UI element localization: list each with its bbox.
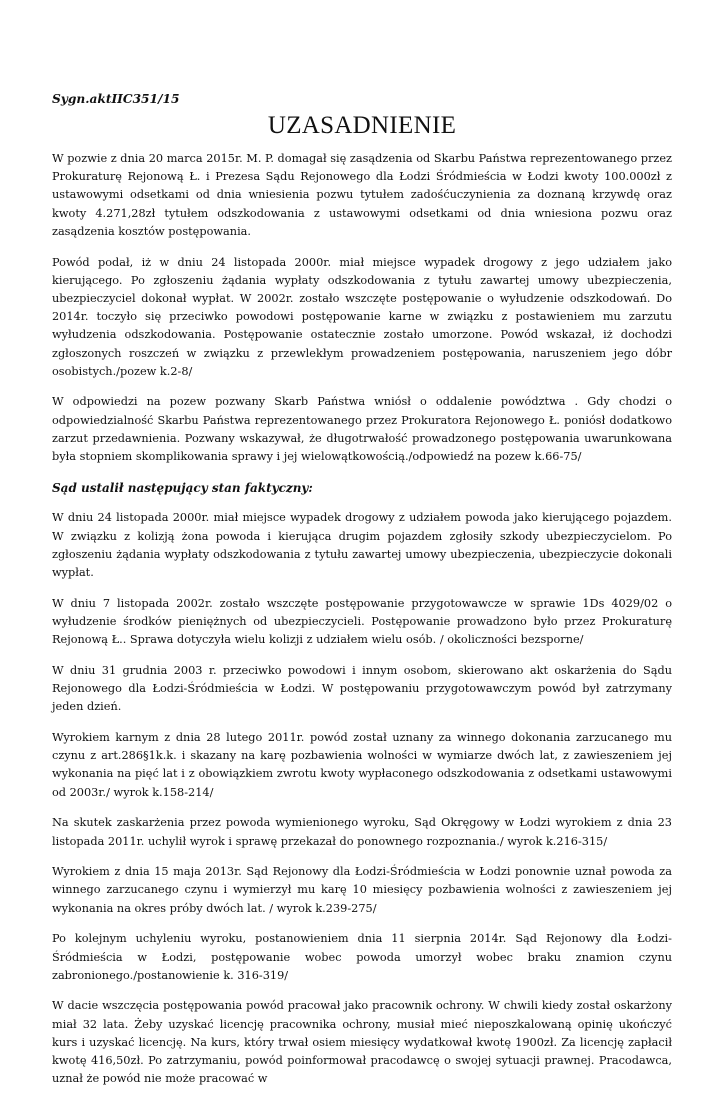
fact-paragraph: W dacie wszczęcia postępowania powód pracował jako pracownik ochrony. W chwili kiedy został oskarżony miał 32 lata. Żeby uzyskać licencję pracownika ochrony, musiał mieć nieposzkalowaną opinię ukończyć kurs i uzyskać licencję. Na kurs, który trwał osiem miesięcy wydatkował kwotę 1900zł. Za licencję zapłacił kwotę 416,50zł. Po zatrzymaniu, powód poinformował pracodawcę o swojej sytuacji prawnej. Pracodawca, uznał że powód nie może pracować w: [52, 999, 672, 1086]
fact-paragraph: Po kolejnym uchyleniu wyroku, postanowieniem dnia 11 sierpnia 2014r. Sąd Rejonowy dla Łodzi-Śródmieścia w Łodzi, postępowanie wobec powoda umorzył wobec braku znamion czynu zabronionego./postanowienie k. 316-319/: [52, 932, 672, 982]
fact-paragraph: W dniu 31 grudnia 2003 r. przeciwko powodowi i innym osobom, skierowano akt oskarżenia do Sądu Rejonowego dla Łodzi-Śródmieścia w Łodzi. W postępowaniu przygotowawczym powód był zatrzymany jeden dzień.: [52, 663, 672, 714]
case-signature: Sygn.aktIIC351/15: [52, 92, 180, 106]
paragraph-defendant-response: W odpowiedzi na pozew pozwany Skarb Państwa wniósł o oddalenie powództwa . Gdy chodzi o odpowiedzialność Skarbu Państwa reprezentowanego przez Prokuratora Rejonowego Ł. poniósł dodatkowo zarzut przedawnienia. Pozwany wskazywał, że długotrwałość prowadzonego postępowania uwarunkowana była stopniem skomplikowania sprawy i jej wielowątkowością./odpowiedź na pozew k.66-75/: [52, 395, 672, 464]
fact-paragraph: Na skutek zaskarżenia przez powoda wymienionego wyroku, Sąd Okręgowy w Łodzi wyrokiem z dnia 23 listopada 2011r. uchylił wyrok i sprawę przekazał do ponownego rozpoznania./ wyrok k.216-315/: [52, 816, 672, 848]
document-title: UZASADNIENIE: [267, 112, 457, 139]
fact-paragraph: W dniu 7 listopada 2002r. zostało wszczęte postępowanie przygotowawcze w sprawie 1Ds 4029/02 o wyłudzenie środków pieniężnych od ubezpieczycieli. Postępowanie prowadzono było przez Prokuraturę Rejonową Ł.. Sprawa dotyczyła wielu kolizji z udziałem wielu osób. / okoliczności bezsporne/: [52, 596, 672, 647]
paragraph-plaintiff-statement: Powód podał, iż w dniu 24 listopada 2000r. miał miejsce wypadek drogowy z jego udziałem jako kierującego. Po zgłoszeniu żądania wypłaty odszkodowania z tytułu zawartej umowy ubezpieczenia, ubezpieczyciel dokonał wypłat. W 2002r. zostało wszczęte postępowanie o wyłudzenie odszkodowań. Do 2014r. toczyło się przeciwko powodowi postępowanie karne w związku z postawieniem mu zarzutu wyłudzenia odszkodowania. Postępowanie ostatecznie zostało umorzone. Powód wskazał, iż dochodzi zgłoszonych roszczeń w związku z przewlekłym prowadzeniem postępowania, naruszeniem jego dóbr osobistych./pozew k.2-8/: [52, 255, 672, 378]
fact-paragraph: Wyrokiem z dnia 15 maja 2013r. Sąd Rejonowy dla Łodzi-Śródmieścia w Łodzi ponownie uznał powoda za winnego zarzucanego czynu i wymierzył mu karę 10 miesięcy pozbawienia wolności z zawieszeniem jej wykonania na okres próby dwóch lat. / wyrok k.239-275/: [52, 865, 672, 915]
paragraph-claim: W pozwie z dnia 20 marca 2015r. M. P. domagał się zasądzenia od Skarbu Państwa reprezentowanego przez Prokuraturę Rejonową Ł. i Prezesa Sądu Rejonowego dla Łodzi Śródmieścia w Łodzi kwoty 100.000zł z ustawowymi odsetkami od dnia wniesienia pozwu tytułem zadośćuczynienia za doznaną krzywdę oraz kwoty 4.271,28zł tytułem odszkodowania z ustawowymi odsetkami od dnia wniesiona pozwu oraz zasądzenia kosztów postępowania.: [52, 152, 672, 238]
fact-paragraph: W dniu 24 listopada 2000r. miał miejsce wypadek drogowy z udziałem powoda jako kierującego pojazdem. W związku z kolizją żona powoda i kierująca drugim pojazdem zgłosiły szkody ubezpieczycielom. Po zgłoszeniu żądania wypłaty odszkodowania z tytułu zawartej umowy ubezpieczenia, ubezpieczycie dokonali wypłat.: [52, 511, 672, 580]
document-body: [52, 150, 672, 1101]
fact-paragraph: Wyrokiem karnym z dnia 28 lutego 2011r. powód został uznany za winnego dokonania zarzucanego mu czynu z art.286§1k.k. i skazany na karę pozbawienia wolności w wymiarze dwóch lat, z zawieszeniem jej wykonania na pięć lat i z obowiązkiem zwrotu kwoty wypłaconego odszkodowania z odsetkami ustawowymi od 2003r./ wyrok k.158-214/: [52, 730, 672, 799]
facts-heading: Sąd ustalił następujący stan faktyczny:: [52, 480, 313, 495]
